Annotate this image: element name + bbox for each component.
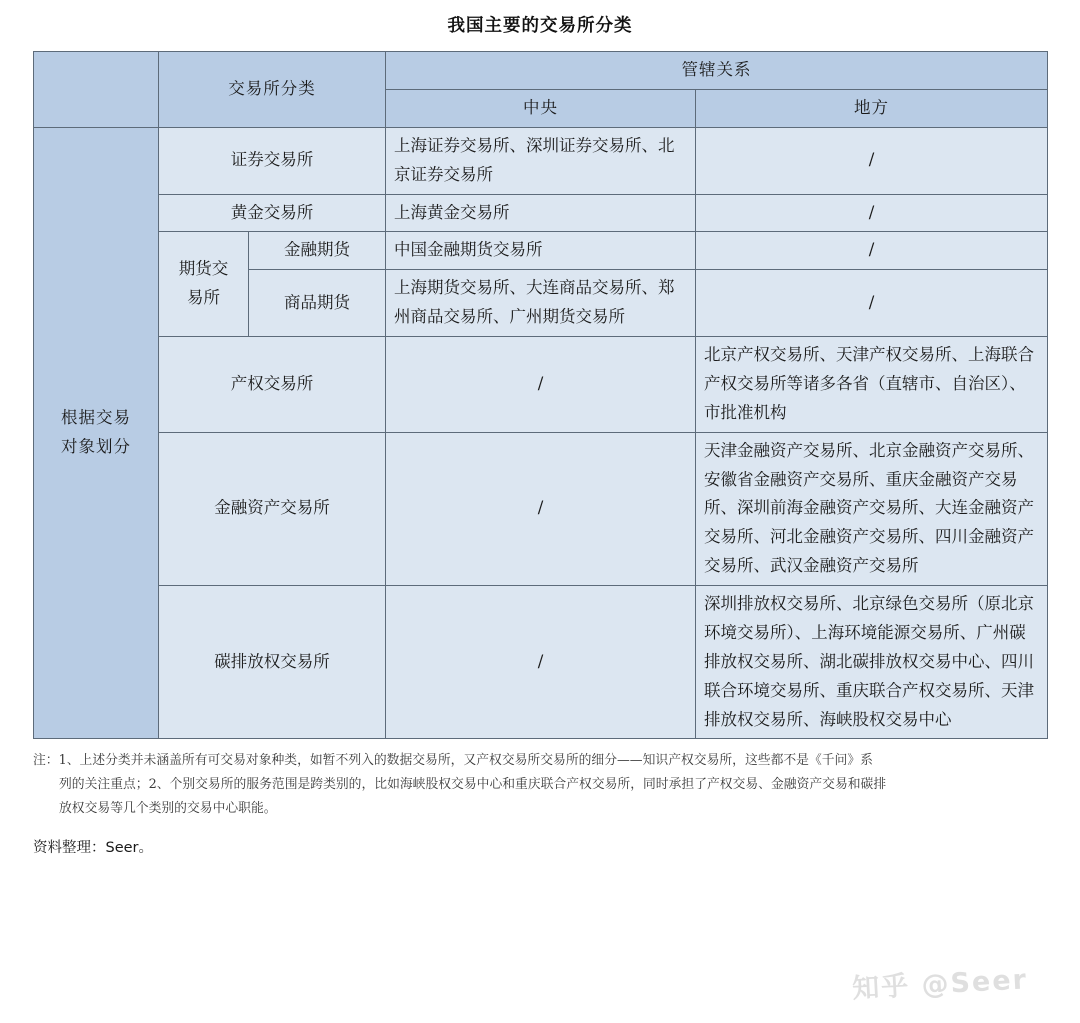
- header-jurisdiction: 管辖关系: [386, 52, 1048, 90]
- cell-subcategory-financial-futures: 金融期货: [249, 232, 386, 270]
- row-group-label: [34, 127, 159, 739]
- cell-category-gold: 黄金交易所: [159, 194, 386, 232]
- cell-local-financial-assets: 天津金融资产交易所、北京金融资产交易所、安徽省金融资产交易所、重庆金融资产交易所、深圳前海金融资产交易所、大连金融资产交易所、河北金融资产交易所、四川金融资产交易所、武汉金融资产交易所: [696, 432, 1048, 585]
- source-line: 资料整理：Seer。: [33, 840, 154, 857]
- row-group-label-line-2: 对象划分: [61, 437, 131, 457]
- note-line-1: 注：1、上述分类并未涵盖所有可交易对象种类，如暂不列入的数据交易所，又产权交易所交易所的细分——知识产权交易所，这些都不是《千问》系: [33, 753, 873, 769]
- cell-local-financial-futures: /: [696, 232, 1048, 270]
- table-notes: [33, 749, 1047, 820]
- table-row: [34, 586, 1048, 739]
- corner-cell: [34, 52, 159, 128]
- cell-category-property-rights: 产权交易所: [159, 337, 386, 433]
- table-row: [34, 337, 1048, 433]
- header-category: 交易所分类: [159, 52, 386, 128]
- cell-central-property-rights: /: [386, 337, 696, 433]
- futures-label-line-2: 易所: [187, 288, 220, 308]
- cell-local-gold: /: [696, 194, 1048, 232]
- cell-central-commodity-futures: 上海期货交易所、大连商品交易所、郑州商品交易所、广州期货交易所: [386, 270, 696, 337]
- cell-category-financial-assets: 金融资产交易所: [159, 432, 386, 585]
- cell-central-securities: 上海证券交易所、深圳证券交易所、北京证券交易所: [386, 127, 696, 194]
- table-row: [34, 194, 1048, 232]
- cell-local-property-rights: 北京产权交易所、天津产权交易所、上海联合产权交易所等诸多各省（直辖市、自治区）、市批准机构: [696, 337, 1048, 433]
- header-central: 中央: [386, 89, 696, 127]
- cell-central-financial-assets: /: [386, 432, 696, 585]
- cell-subcategory-commodity-futures: 商品期货: [249, 270, 386, 337]
- note-line-3: 放权交易等几个类别的交易中心职能。: [59, 800, 277, 816]
- header-local: 地方: [696, 89, 1048, 127]
- cell-central-financial-futures: 中国金融期货交易所: [386, 232, 696, 270]
- cell-category-carbon-emissions: 碳排放权交易所: [159, 586, 386, 739]
- exchange-classification-table: [33, 51, 1048, 739]
- cell-local-commodity-futures: /: [696, 270, 1048, 337]
- cell-central-carbon-emissions: /: [386, 586, 696, 739]
- table-row: [34, 127, 1048, 194]
- cell-central-gold: 上海黄金交易所: [386, 194, 696, 232]
- table-row: [34, 432, 1048, 585]
- table-row: [34, 232, 1048, 270]
- table-header-row-1: [34, 52, 1048, 90]
- cell-local-carbon-emissions: 深圳排放权交易所、北京绿色交易所（原北京环境交易所）、上海环境能源交易所、广州碳排放权交易所、湖北碳排放权交易中心、四川联合环境交易所、重庆联合产权交易所、天津排放权交易所、海峡股权交易中心: [696, 586, 1048, 739]
- note-line-2: 列的关注重点；2、个别交易所的服务范围是跨类别的，比如海峡股权交易中心和重庆联合产权交易所，同时承担了产权交易、金融资产交易和碳排: [59, 777, 887, 793]
- cell-category-futures: [159, 232, 249, 337]
- cell-category-securities: 证券交易所: [159, 127, 386, 194]
- page-title: 我国主要的交易所分类: [447, 16, 633, 36]
- futures-label-line-1: 期货交: [178, 259, 229, 279]
- cell-local-securities: /: [696, 127, 1048, 194]
- row-group-label-line-1: 根据交易: [61, 408, 131, 428]
- zhihu-watermark: 知乎 @Seer: [851, 964, 1029, 1005]
